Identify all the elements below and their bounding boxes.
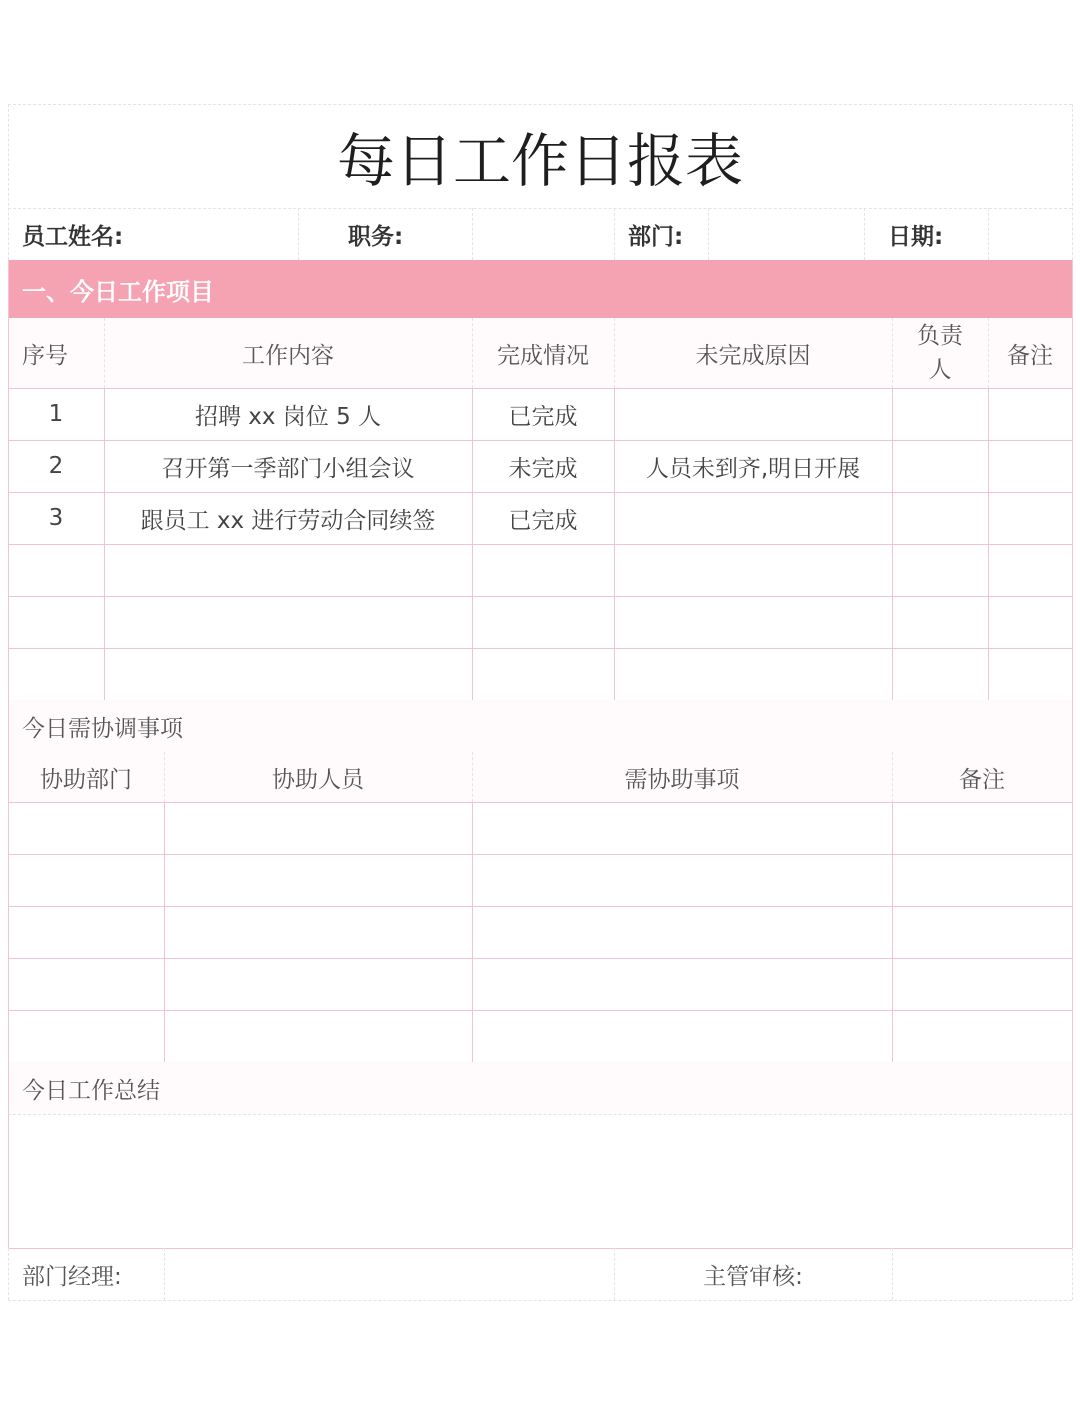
section-band-work-items xyxy=(8,260,1072,318)
row-reason xyxy=(614,492,892,544)
col-header-assist-item: 需协助事项 xyxy=(624,766,740,793)
row-reason xyxy=(614,388,892,440)
table-row xyxy=(8,440,1072,492)
daily-report-sheet xyxy=(8,104,1072,1300)
position-value[interactable] xyxy=(472,208,614,260)
row-no: 3 xyxy=(48,505,64,531)
col-header-assist-note: 备注 xyxy=(959,766,1005,793)
employee-name-label: 员工姓名: xyxy=(22,223,124,250)
row-reason: 人员未到齐,明日开展 xyxy=(645,455,861,482)
signature-row xyxy=(8,1248,1072,1300)
employee-name-value[interactable] xyxy=(298,208,336,260)
work-items-table xyxy=(8,318,1072,700)
table-row xyxy=(8,492,1072,544)
department-value[interactable] xyxy=(708,208,864,260)
section-title-summary: 今日工作总结 xyxy=(22,1077,160,1104)
date-label: 日期: xyxy=(888,223,944,250)
col-header-assist-person: 协助人员 xyxy=(272,766,364,793)
col-header-status: 完成情况 xyxy=(497,342,589,369)
col-header-assist-dept: 协助部门 xyxy=(40,766,132,793)
col-header-note: 备注 xyxy=(1007,342,1053,369)
row-no: 2 xyxy=(48,453,64,479)
row-no: 1 xyxy=(48,401,64,427)
row-status: 已完成 xyxy=(508,403,578,430)
section-title-work-items: 一、今日工作项目 xyxy=(22,277,214,306)
review-signature-field[interactable] xyxy=(892,1248,1072,1300)
col-header-content: 工作内容 xyxy=(242,342,334,369)
title-row xyxy=(8,104,1072,208)
date-value[interactable] xyxy=(988,208,1072,260)
department-label: 部门: xyxy=(628,223,684,250)
section-title-coordination: 今日需协调事项 xyxy=(22,715,183,742)
row-status: 未完成 xyxy=(508,455,578,482)
summary-content-area[interactable] xyxy=(8,1114,1072,1248)
position-label: 职务: xyxy=(348,223,404,250)
row-status: 已完成 xyxy=(508,507,578,534)
col-header-reason: 未完成原因 xyxy=(695,342,811,369)
manager-label: 部门经理: xyxy=(22,1263,122,1290)
info-row xyxy=(8,208,1072,260)
row-content: 招聘 xx 岗位 5 人 xyxy=(194,403,382,430)
col-header-owner: 负责人 xyxy=(917,323,963,383)
coordination-header xyxy=(8,752,1072,802)
col-header-no: 序号 xyxy=(22,342,68,369)
table-row xyxy=(8,388,1072,440)
section-coordination xyxy=(8,700,1072,752)
review-label: 主管审核: xyxy=(703,1263,803,1290)
section-summary xyxy=(8,1062,1072,1114)
page-title: 每日工作日报表 xyxy=(336,127,743,195)
row-content: 召开第一季部门小组会议 xyxy=(161,455,415,482)
row-content: 跟员工 xx 进行劳动合同续签 xyxy=(140,507,436,534)
work-items-header xyxy=(8,318,1072,388)
manager-signature-field[interactable] xyxy=(164,1248,614,1300)
coordination-table xyxy=(8,752,1072,1062)
